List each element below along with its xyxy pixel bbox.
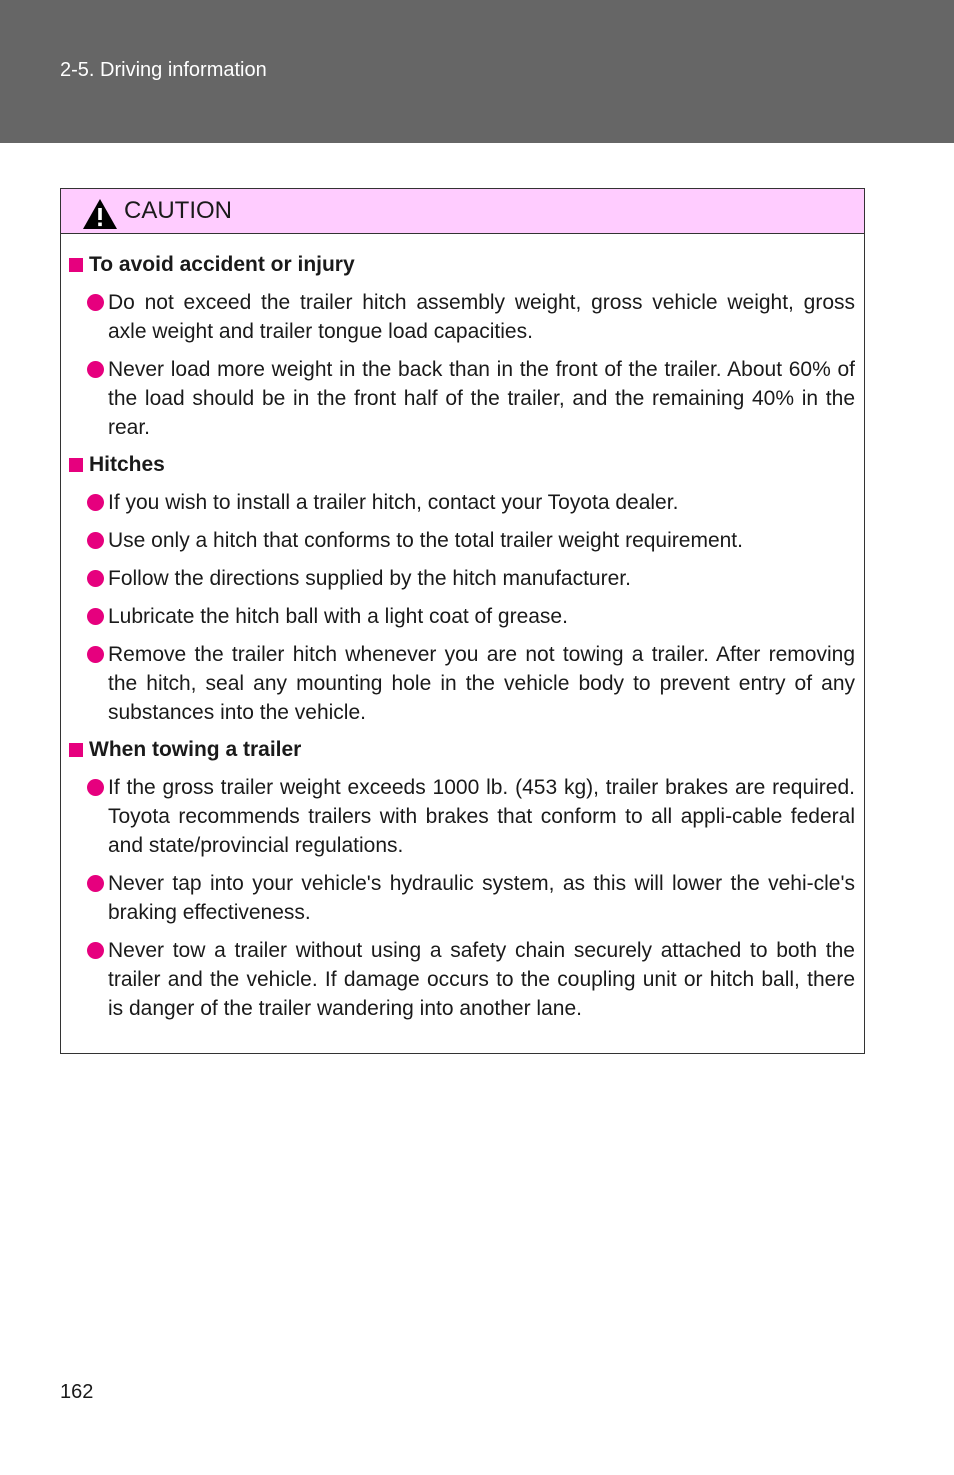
circle-bullet-icon: [87, 646, 104, 663]
list-item-text: If the gross trailer weight exceeds 1000 lb. (453 kg), trailer brakes are required. Toyota recommends trailers with brakes that conform to all appli-cable federal and state/provincial regulations.: [108, 776, 855, 857]
list-item-text: Never tow a trailer without using a safety chain securely attached to both the trailer and the vehicle. If damage occurs to the coupling unit or hitch ball, there is danger of the trailer wandering into another lane.: [108, 939, 855, 1020]
list-item: [68, 640, 855, 727]
list-item-text: Do not exceed the trailer hitch assembly weight, gross vehicle weight, gross axle weight and trailer tongue load capacities.: [108, 291, 855, 343]
list-item: [68, 488, 855, 517]
list-item: [68, 526, 855, 555]
section-heading: [68, 735, 855, 764]
page-header: [0, 0, 954, 143]
circle-bullet-icon: [87, 942, 104, 959]
list-item: [68, 936, 855, 1023]
section-heading: [68, 250, 855, 279]
caution-label: CAUTION: [124, 197, 232, 224]
section-heading-text: When towing a trailer: [89, 738, 302, 761]
list-item: [68, 288, 855, 346]
list-item-text: Use only a hitch that conforms to the total trailer weight requirement.: [108, 529, 743, 552]
circle-bullet-icon: [87, 779, 104, 796]
list-item: [68, 564, 855, 593]
square-bullet-icon: [69, 743, 83, 757]
list-item: [68, 355, 855, 442]
circle-bullet-icon: [87, 875, 104, 892]
circle-bullet-icon: [87, 532, 104, 549]
circle-bullet-icon: [87, 361, 104, 378]
square-bullet-icon: [69, 458, 83, 472]
circle-bullet-icon: [87, 494, 104, 511]
list-item-text: Never tap into your vehicle's hydraulic system, as this will lower the vehi-cle's braking effectiveness.: [108, 872, 855, 924]
circle-bullet-icon: [87, 294, 104, 311]
list-item-text: Remove the trailer hitch whenever you are not towing a trailer. After removing the hitch, seal any mounting hole in the vehicle body to prevent entry of any substances into the vehicle.: [108, 643, 855, 724]
list-item-text: Lubricate the hitch ball with a light coat of grease.: [108, 605, 568, 628]
section-heading: [68, 450, 855, 479]
list-item-text: Follow the directions supplied by the hitch manufacturer.: [108, 567, 631, 590]
section-heading-text: Hitches: [89, 453, 165, 476]
caution-header: [61, 189, 864, 234]
section-title-header: 2-5. Driving information: [60, 59, 267, 81]
list-item: [68, 602, 855, 631]
warning-triangle-icon: [82, 198, 118, 230]
circle-bullet-icon: [87, 608, 104, 625]
page-number: 162: [60, 1381, 94, 1403]
list-item-text: Never load more weight in the back than in the front of the trailer. About 60% of the load should be in the front half of the trailer, and the remaining 40% in the rear.: [108, 358, 855, 439]
section-heading-text: To avoid accident or injury: [89, 253, 355, 276]
square-bullet-icon: [69, 258, 83, 272]
circle-bullet-icon: [87, 570, 104, 587]
list-item-text: If you wish to install a trailer hitch, contact your Toyota dealer.: [108, 491, 679, 514]
caution-box: [60, 188, 865, 1054]
list-item: [68, 773, 855, 860]
list-item: [68, 869, 855, 927]
caution-content: [61, 234, 864, 1023]
